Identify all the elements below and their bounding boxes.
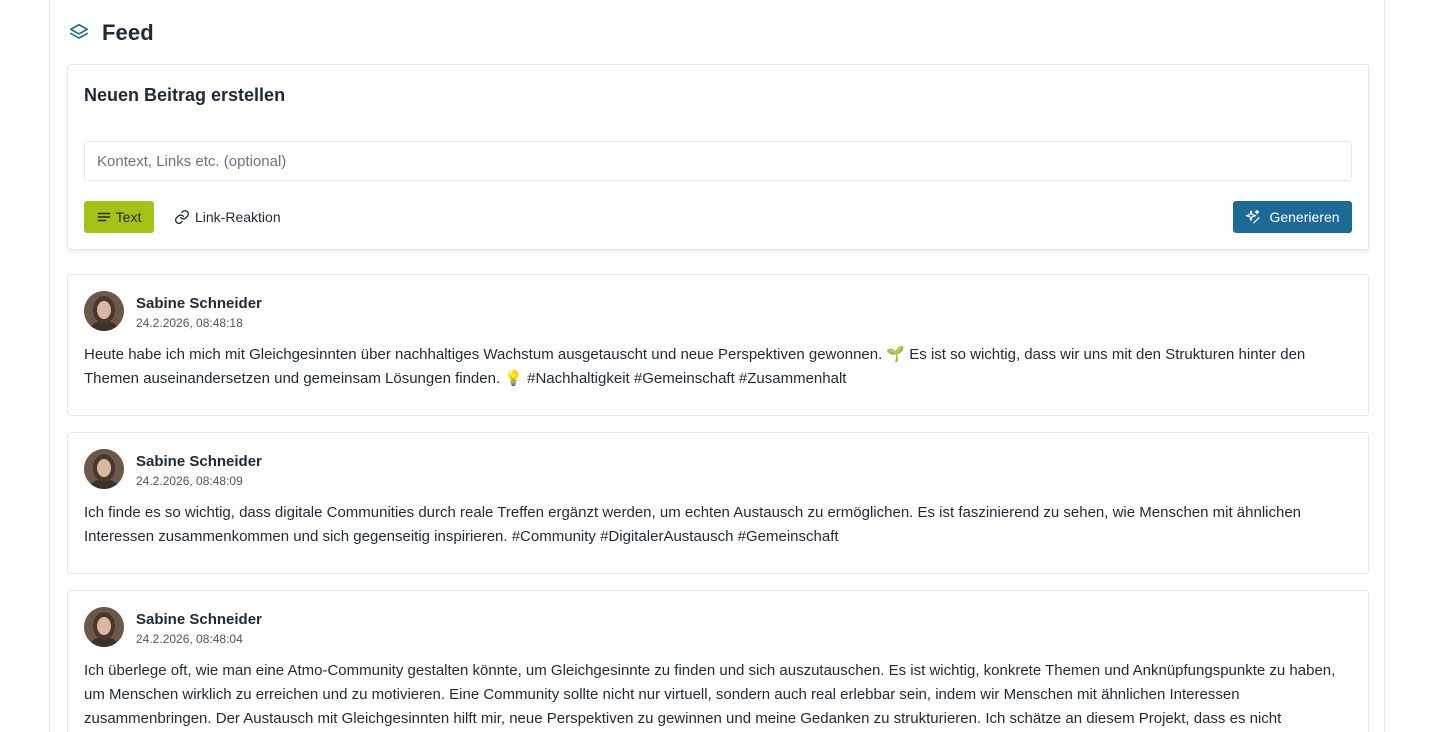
layers-icon: [68, 22, 90, 44]
post-text: Ich überlege oft, wie man eine Atmo-Community gestalten könnte, um Gleichgesinnte zu finden und sich auszutauschen. Es ist wichtig, konkrete Themen und Anknüpfungspunkte zu haben, um Menschen wirklich zu erreichen und zu motivieren. Eine Community sollte nicht nur virtuell, sondern auch real erlebbar sein, indem wir Menschen mit ähnlichen Interessen zusammenbringen. Der Austausch mit Gleichgesinnten hilft mir, neue Perspektiven zu gewinnen und meine Gedanken zu strukturieren. Ich schätze an diesem Projekt, dass es nicht: [84, 662, 1336, 727]
post-card: [67, 274, 1369, 416]
post-timestamp: 24.2.2026, 08:48:18: [136, 316, 243, 330]
post-timestamp: 24.2.2026, 08:48:04: [136, 632, 243, 646]
avatar[interactable]: [84, 607, 124, 647]
generate-button[interactable]: [1233, 201, 1352, 233]
new-post-composer: [67, 64, 1369, 250]
link-icon: [174, 209, 190, 225]
feed-header: [68, 20, 154, 46]
context-input[interactable]: [84, 141, 1352, 181]
post-author[interactable]: Sabine Schneider: [136, 611, 262, 628]
sparkles-icon: [1245, 209, 1261, 225]
post-text: Ich finde es so wichtig, dass digitale Communities durch reale Treffen ergänzt werden, um echten Austausch zu ermöglichen. Es ist faszinierend zu sehen, wie Menschen mit ähnlichen Interessen zusammenkommen und sich gegenseitig inspirieren. #Community #DigitalerAustausch #Gemeinschaft: [84, 504, 1302, 545]
post-card: [67, 432, 1369, 574]
generate-label: Generieren: [1269, 209, 1340, 225]
post-author[interactable]: Sabine Schneider: [136, 453, 262, 470]
lines-icon: [97, 210, 111, 224]
post-author[interactable]: Sabine Schneider: [136, 295, 262, 312]
page-title: Feed: [102, 20, 154, 45]
link-reaction-label: Link-Reaktion: [195, 209, 281, 225]
feed-panel: [49, 0, 1385, 732]
avatar[interactable]: [84, 449, 124, 489]
post-timestamp: 24.2.2026, 08:48:09: [136, 474, 243, 488]
link-reaction-button[interactable]: [168, 201, 287, 233]
post-text: Heute habe ich mich mit Gleichgesinnten über nachhaltiges Wachstum ausgetauscht und neue Perspektiven gewonnen. 🌱 Es ist so wichtig, dass wir uns mit den Strukturen hinter den Themen auseinandersetzen und gemeinsam Lösungen finden. 💡 #Nachhaltigkeit #Gemeinschaft #Zusammenhalt: [84, 346, 1306, 387]
text-mode-label: Text: [115, 209, 142, 225]
composer-title: Neuen Beitrag erstellen: [84, 85, 286, 105]
avatar[interactable]: [84, 291, 124, 331]
post-card: [67, 590, 1369, 732]
text-mode-button[interactable]: [84, 201, 154, 233]
